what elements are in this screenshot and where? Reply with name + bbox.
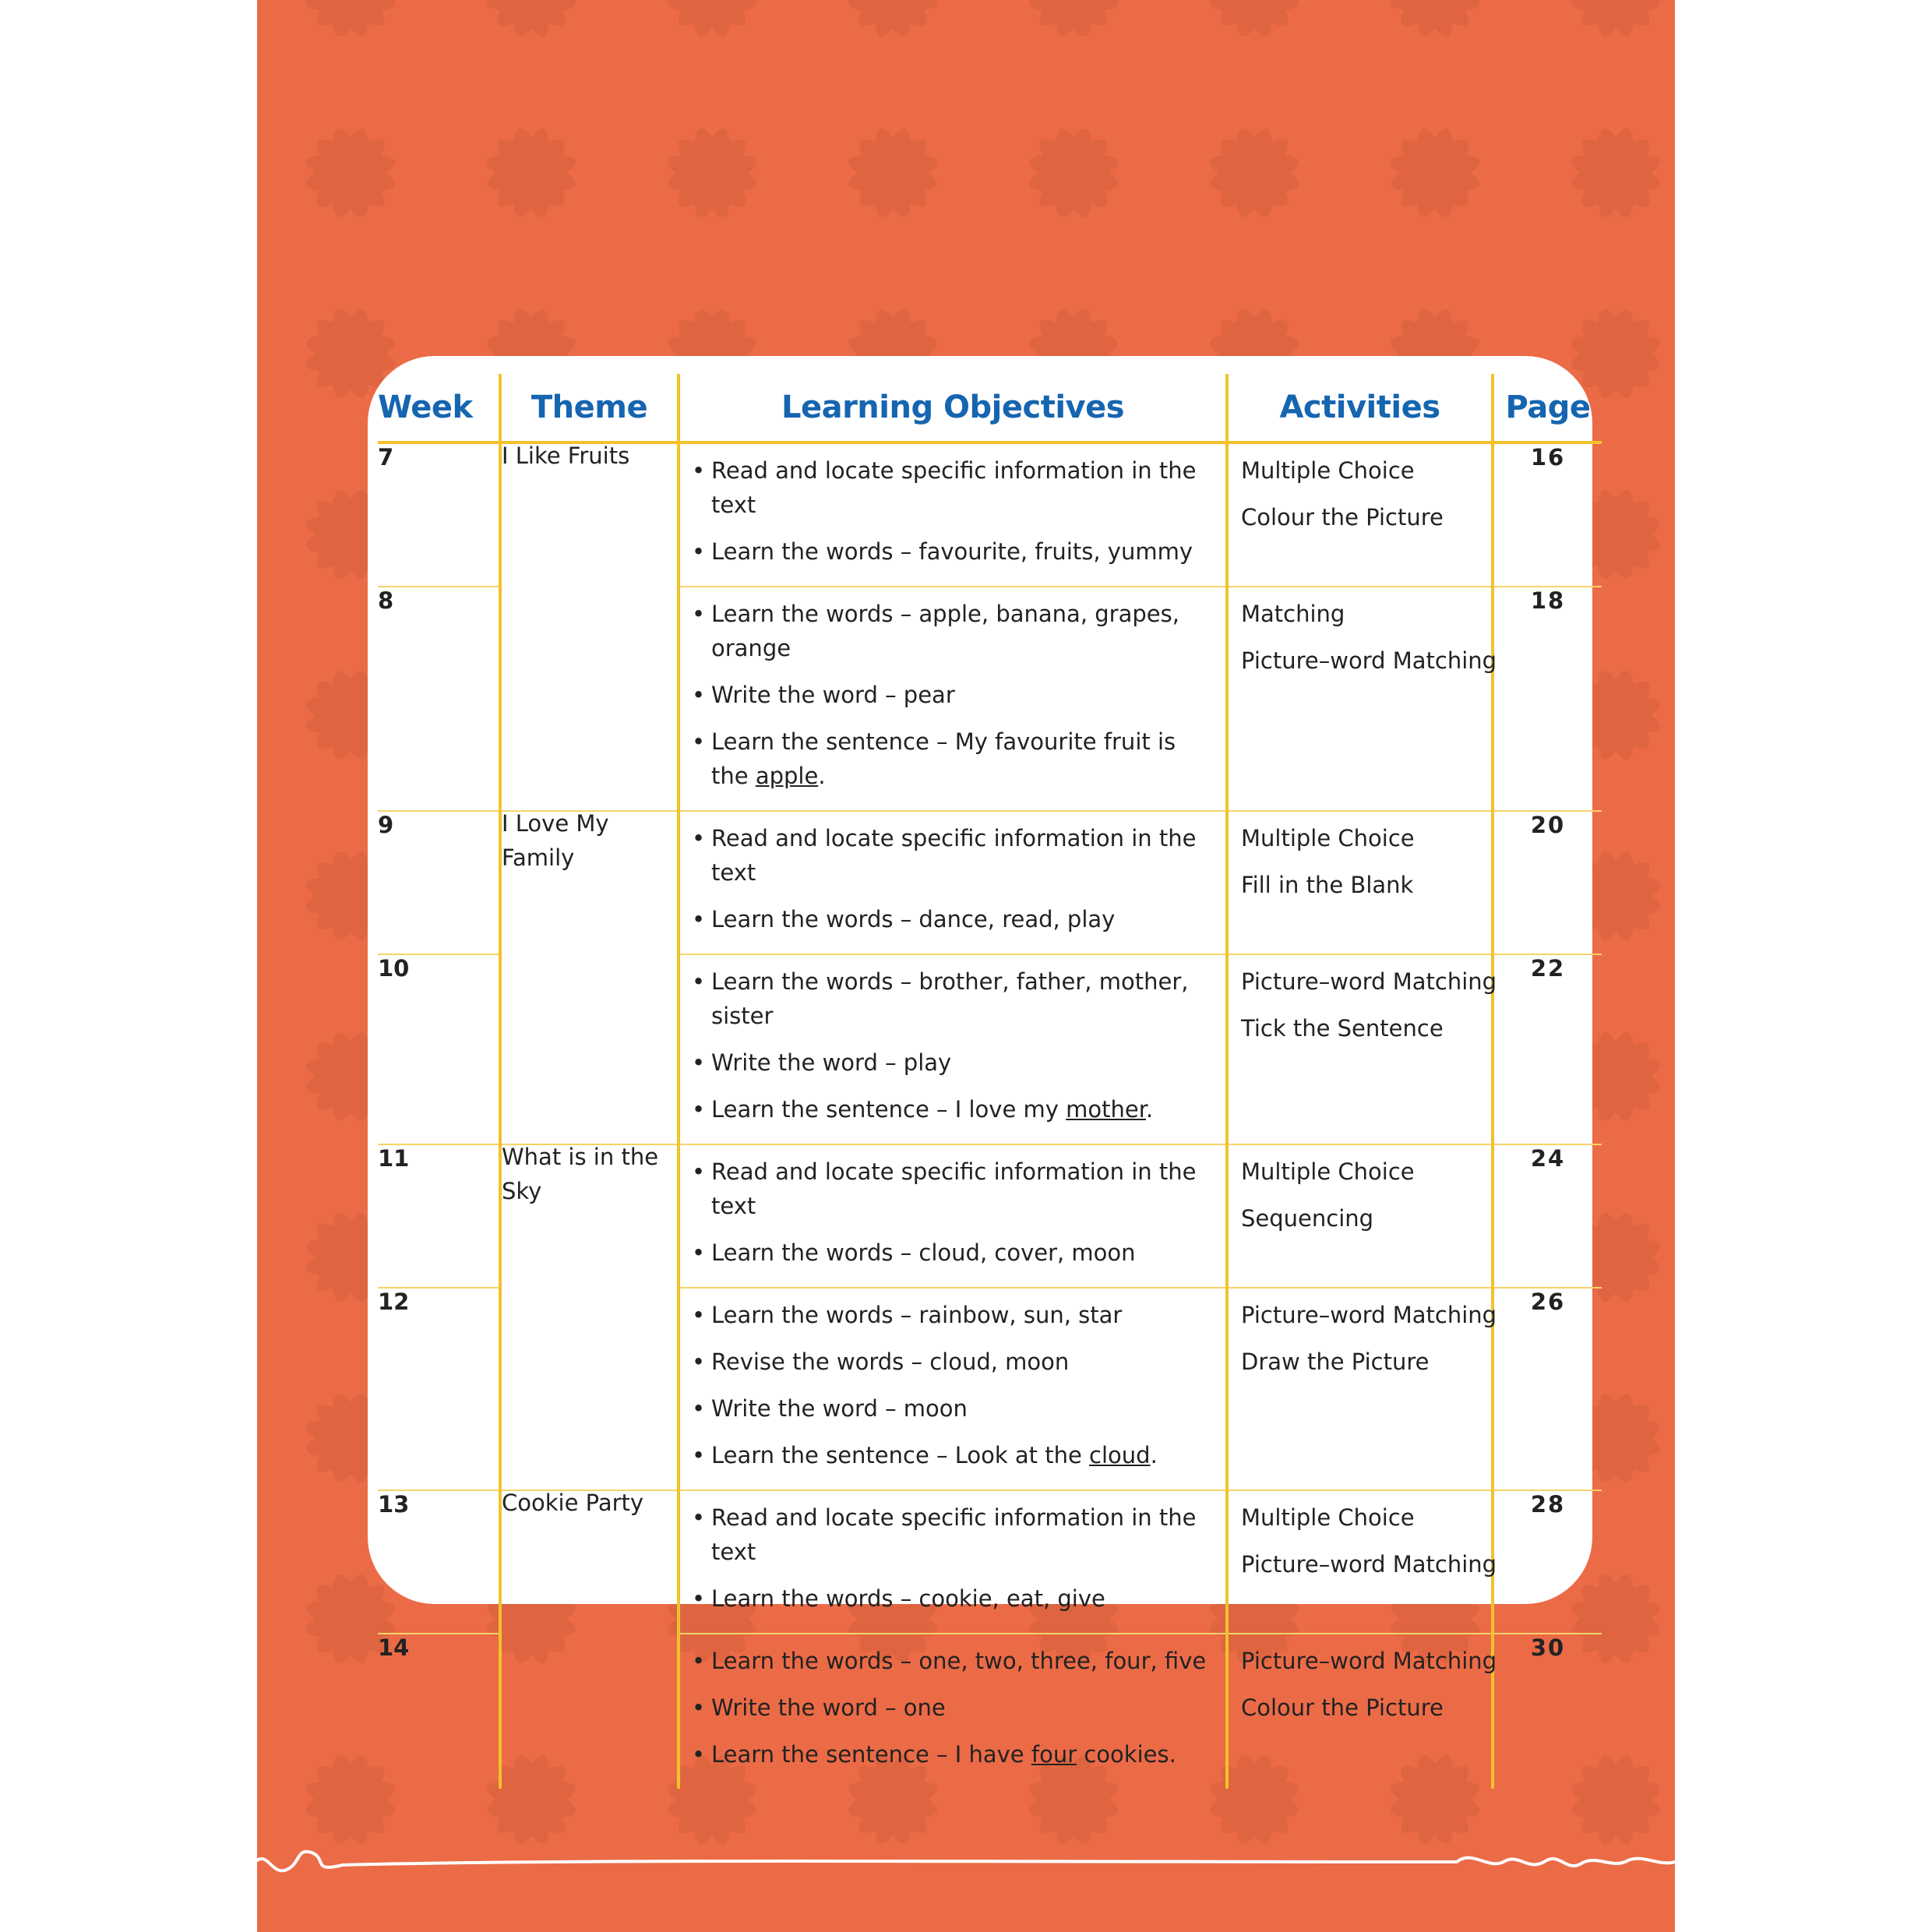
week-number: 10 xyxy=(378,954,500,1144)
activities-list xyxy=(1229,1491,1497,1581)
activities-list xyxy=(1229,587,1497,678)
activities-list xyxy=(1229,812,1491,902)
activities-list xyxy=(1229,1145,1491,1236)
activities-list xyxy=(1229,955,1497,1045)
objective-item: • Write the word – moon xyxy=(692,1391,1218,1426)
objective-text: Learn the sentence – I love my xyxy=(711,1096,1066,1123)
activity-item: Sequencing xyxy=(1241,1205,1374,1232)
objective-item: • Learn the words – cookie, eat, give xyxy=(692,1581,1218,1616)
objective-underlined-word: four xyxy=(1031,1741,1077,1768)
activities-cell xyxy=(1227,811,1493,954)
activity-item: Picture–word Matching xyxy=(1241,1302,1497,1328)
theme-cell xyxy=(500,811,679,1144)
page-number: 20 xyxy=(1493,811,1602,954)
table-row xyxy=(378,1144,1602,1288)
activity-item: Draw the Picture xyxy=(1241,1349,1430,1375)
objective-underlined-word: cloud xyxy=(1089,1442,1151,1468)
theme-cell xyxy=(500,1490,679,1789)
flower-icon xyxy=(1210,129,1299,217)
activity-item: Colour the Picture xyxy=(1241,1694,1444,1721)
flower-icon xyxy=(668,129,756,217)
theme-cell xyxy=(500,442,679,811)
page-number: 18 xyxy=(1493,587,1602,811)
objective-underlined-word: mother xyxy=(1066,1096,1147,1123)
objectives-list xyxy=(680,1634,1225,1789)
theme-name: I Like Fruits xyxy=(502,442,630,469)
page-number: 30 xyxy=(1493,1634,1602,1789)
objectives-cell xyxy=(679,1144,1227,1288)
objective-item xyxy=(692,724,1218,793)
header-theme: Theme xyxy=(500,374,679,442)
activity-item: Matching xyxy=(1241,601,1345,627)
objective-text-end: cookies. xyxy=(1077,1741,1176,1768)
theme-name: I Love My Family xyxy=(502,810,609,871)
objective-item: • Read and locate specific information in the text xyxy=(692,1500,1218,1569)
activity-item: Multiple Choice xyxy=(1241,1504,1415,1531)
week-number: 14 xyxy=(378,1634,500,1789)
header-page: Page xyxy=(1493,374,1602,442)
flower-icon xyxy=(1571,129,1660,217)
header-week: Week xyxy=(378,374,500,442)
objective-item: • Revise the words – cloud, moon xyxy=(692,1345,1218,1379)
week-number: 11 xyxy=(378,1144,500,1288)
flower-icon xyxy=(1391,0,1479,37)
objective-item: • Learn the words – apple, banana, grapes, orange xyxy=(692,597,1218,665)
objective-item: • Write the word – play xyxy=(692,1045,1218,1080)
objective-item: • Learn the words – brother, father, mother, sister xyxy=(692,964,1218,1033)
objectives-cell xyxy=(679,954,1227,1144)
objectives-list xyxy=(680,955,1225,1144)
activity-item: Colour the Picture xyxy=(1241,504,1444,531)
objective-item: • Learn the words – favourite, fruits, yummy xyxy=(692,534,1218,569)
objectives-list xyxy=(680,444,1225,586)
objectives-cell xyxy=(679,587,1227,811)
objective-text: Learn the sentence – I have xyxy=(711,1741,1031,1768)
activities-cell xyxy=(1227,1144,1493,1288)
activities-cell xyxy=(1227,1490,1497,1634)
flower-icon xyxy=(487,0,576,37)
activity-item: Multiple Choice xyxy=(1241,825,1415,851)
table-body xyxy=(378,442,1602,1789)
objective-item: • Learn the words – one, two, three, four, five xyxy=(692,1644,1218,1678)
table-row xyxy=(378,811,1602,954)
objective-item: • Read and locate specific information in the text xyxy=(692,821,1218,890)
theme-cell xyxy=(500,1144,679,1490)
flower-icon xyxy=(1571,0,1660,37)
objectives-cell xyxy=(679,1288,1227,1490)
week-number: 13 xyxy=(378,1490,500,1634)
header-learning-objectives: Learning Objectives xyxy=(679,374,1227,442)
activities-list xyxy=(1229,1289,1497,1379)
objectives-cell xyxy=(679,1490,1227,1634)
bottom-squiggle xyxy=(257,1839,1675,1885)
activity-item: Picture–word Matching xyxy=(1241,1551,1497,1578)
table-header-row xyxy=(378,374,1602,442)
activity-item: Picture–word Matching xyxy=(1241,647,1497,674)
objectives-cell xyxy=(679,1634,1227,1789)
activity-item: Multiple Choice xyxy=(1241,1158,1415,1185)
objective-item: • Read and locate specific information in the text xyxy=(692,1155,1218,1223)
objective-text: Learn the sentence – My favourite fruit is the xyxy=(711,728,1176,789)
table-row xyxy=(378,442,1602,587)
activities-cell xyxy=(1227,442,1493,587)
activity-item: Fill in the Blank xyxy=(1241,872,1414,898)
activities-cell xyxy=(1227,1634,1497,1789)
objective-text-end: . xyxy=(818,763,826,789)
theme-name: Cookie Party xyxy=(502,1490,644,1516)
header-activities: Activities xyxy=(1227,374,1493,442)
objective-underlined-word: apple xyxy=(755,763,819,789)
objective-item: • Write the word – pear xyxy=(692,678,1218,712)
flower-icon xyxy=(668,0,756,37)
flower-icon xyxy=(306,0,395,37)
contents-table xyxy=(378,374,1602,1789)
objective-item xyxy=(692,1438,1218,1472)
page-number: 28 xyxy=(1493,1490,1602,1634)
week-number: 12 xyxy=(378,1288,500,1490)
activity-item: Picture–word Matching xyxy=(1241,968,1497,995)
week-number: 8 xyxy=(378,587,500,811)
flower-icon xyxy=(1029,0,1118,37)
flower-icon xyxy=(1210,0,1299,37)
objectives-list xyxy=(680,1491,1225,1633)
objective-text-end: . xyxy=(1150,1442,1158,1468)
objective-item xyxy=(692,1092,1218,1126)
objective-item: • Read and locate specific information in the text xyxy=(692,453,1218,522)
page-number: 16 xyxy=(1493,442,1602,587)
activities-cell xyxy=(1227,954,1497,1144)
week-number: 7 xyxy=(378,444,394,471)
week-number: 9 xyxy=(378,811,500,954)
flower-icon xyxy=(1029,129,1118,217)
objectives-cell xyxy=(679,811,1227,954)
objective-item xyxy=(692,1737,1218,1772)
flower-icon xyxy=(306,129,395,217)
objective-text-end: . xyxy=(1146,1096,1154,1123)
activity-item: Tick the Sentence xyxy=(1241,1015,1444,1042)
objectives-list xyxy=(680,1289,1225,1490)
activities-cell xyxy=(1227,587,1497,811)
objectives-list xyxy=(680,1145,1225,1287)
objective-text: Learn the sentence – Look at the xyxy=(711,1442,1090,1468)
page-number: 22 xyxy=(1493,954,1602,1144)
flower-icon xyxy=(487,129,576,217)
objective-item: • Learn the words – cloud, cover, moon xyxy=(692,1236,1218,1270)
activities-list xyxy=(1229,1634,1497,1725)
objective-item: • Learn the words – rainbow, sun, star xyxy=(692,1298,1218,1332)
objective-item: • Write the word – one xyxy=(692,1690,1218,1725)
page-number: 24 xyxy=(1493,1144,1602,1288)
activity-item: Picture–word Matching xyxy=(1241,1648,1497,1674)
objectives-cell xyxy=(679,442,1227,587)
theme-name: What is in the Sky xyxy=(502,1144,659,1204)
objectives-list xyxy=(680,587,1225,810)
table-row xyxy=(378,1490,1602,1634)
objective-item: • Learn the words – dance, read, play xyxy=(692,902,1218,936)
activity-item: Multiple Choice xyxy=(1241,457,1415,484)
page-number: 26 xyxy=(1493,1288,1602,1490)
objectives-list xyxy=(680,812,1225,954)
activities-list xyxy=(1229,444,1491,534)
flower-icon xyxy=(848,129,937,217)
flower-icon xyxy=(848,0,937,37)
flower-icon xyxy=(1391,129,1479,217)
activities-cell xyxy=(1227,1288,1497,1490)
